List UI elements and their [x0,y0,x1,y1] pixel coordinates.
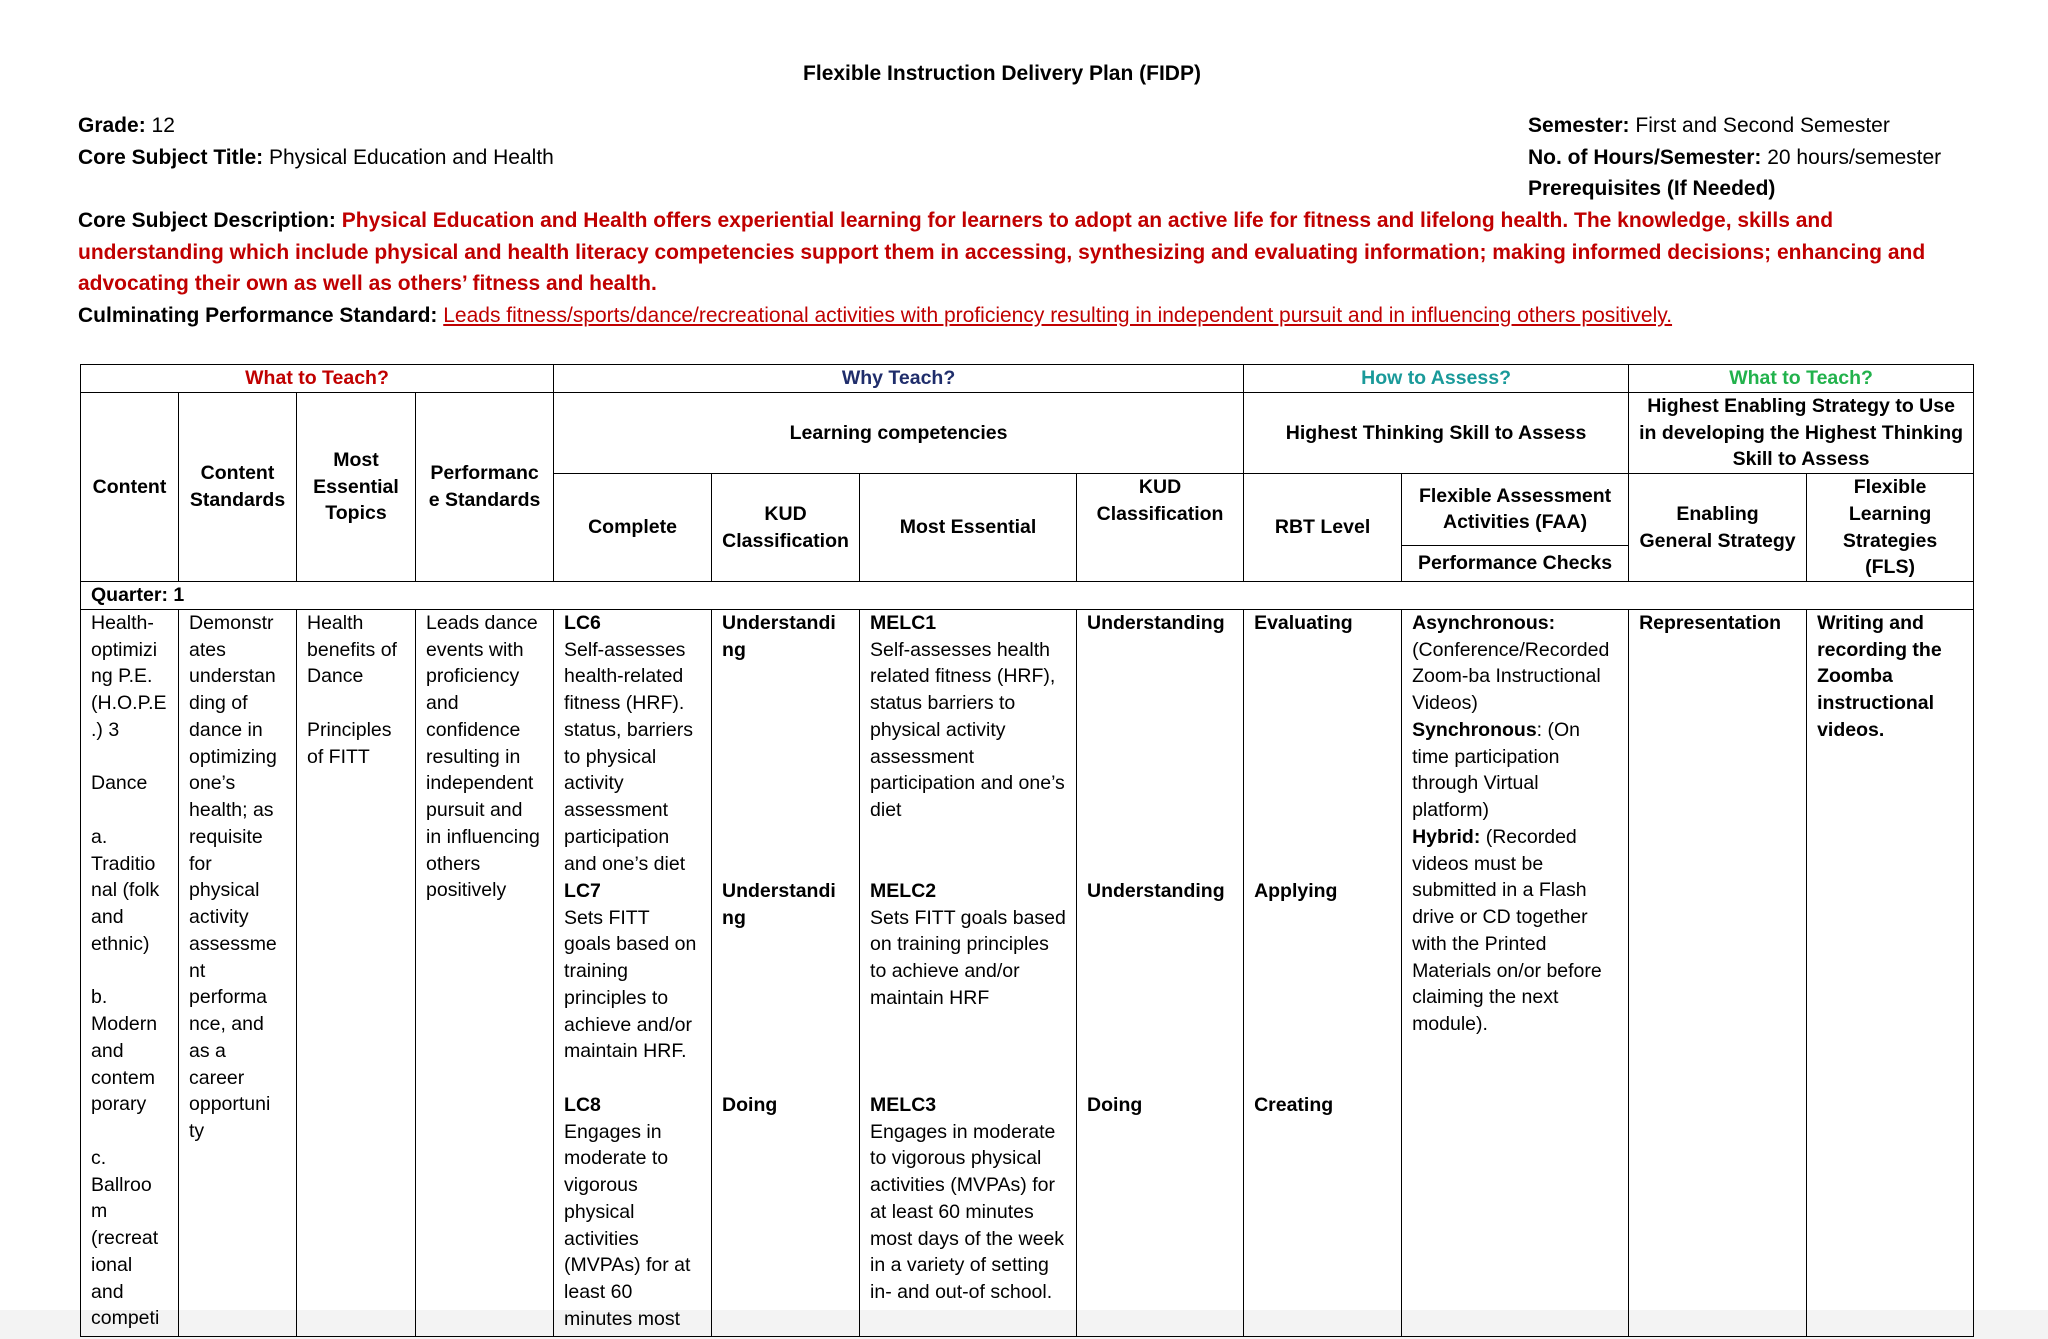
faa-hybrid: Hybrid: (Recorded videos must be submitted in a Flash drive or CD together with the Printed Materials on/or before claiming the next module). [1412,825,1602,1035]
header-performance-checks: Performance Checks [1402,545,1629,581]
content-standards-text: Demonstr ates understan ding of dance in optimizing one’s health; as requisite for physical activity assessme nt performa nce, and as a career opportuni ty [189,611,277,1142]
cell-faa [1402,609,1629,1336]
header-content-standards: Content Standards [179,392,297,581]
melc2-text: Sets FITT goals based on training principles to achieve and/or maintain HRF [870,906,1066,1009]
enabling-strategy-text: Representation [1639,611,1782,634]
melc3-rbt: Creating [1254,1093,1334,1116]
document-title: Flexible Instruction Delivery Plan (FIDP) [803,62,1201,85]
header-most-essential-topics: Most Essential Topics [297,392,416,581]
lc6-kud: Understandi ng [722,611,836,661]
prerequisites-line: Prerequisites (If Needed) [1528,177,1776,200]
header-faa: Flexible Assessment Activities (FAA) [1402,474,1629,546]
group-header-row [81,365,1974,393]
melc1-text: Self-assesses health related fitness (HRF), status barriers to physical activity assessment participation and one’s diet [870,638,1065,821]
header-fls: Flexible Learning Strategies (FLS) [1807,474,1974,582]
quarter-label: Quarter: 1 [81,582,1974,610]
header-complete: Complete [554,474,712,582]
meta-right [1528,110,1941,205]
header-kud-classification: KUD Classification [712,474,860,582]
group-what-to-teach-2: What to Teach? [1629,365,1974,393]
fls-text: Writing and recording the Zoomba instructional videos. [1817,611,1942,741]
cell-topics [297,609,416,1336]
faa-synchronous: Synchronous: (On time participation through Virtual platform) [1412,718,1581,821]
lc7-block [564,878,701,1092]
meta-left [78,110,554,173]
cell-kud-lc [712,609,860,1336]
cell-fls [1807,609,1974,1336]
lc8-code: LC8 [564,1093,601,1116]
melc1-block [870,610,1066,878]
melc3-block [870,1092,1066,1306]
quarter-row [81,582,1974,610]
cell-enabling-strategy [1629,609,1807,1336]
lc7-text: Sets FITT goals based on training principles to achieve and/or maintain HRF. [564,906,697,1063]
header-highest-enabling-strategy: Highest Enabling Strategy to Use in developing the Highest Thinking Skill to Assess [1629,392,1974,473]
header-performance-standards: Performanc e Standards [416,392,554,581]
group-why-teach: Why Teach? [554,365,1244,393]
header-highest-thinking-skill: Highest Thinking Skill to Assess [1244,392,1629,473]
melc2-code: MELC2 [870,879,937,902]
semester-line: Semester: First and Second Semester [1528,114,1890,137]
fidp-table [80,364,1974,1337]
grade-line: Grade: 12 [78,114,175,137]
melc1-kud: Understanding [1087,611,1225,634]
header-content: Content [81,392,179,581]
performance-standards-text: Leads dance events with proficiency and confidence resulting in independent pursuit and in influencing others positively [426,611,540,902]
topics-text: Health benefits of Dance Principles of FITT [307,611,397,768]
core-subject-title-line: Core Subject Title: Physical Education and Health [78,145,554,169]
group-what-to-teach: What to Teach? [81,365,554,393]
header-kud-classification-2: KUD Classification [1077,474,1244,582]
lc8-text: Engages in moderate to vigorous physical activities (MVPAs) for at least 60 minutes most [564,1120,691,1330]
content-text: Health-optimizi ng P.E. (H.O.P.E .) 3 Dance a. Traditio nal (folk and ethnic) b. Modern and contem porary c. Ballroo m (recreat ional and competi [91,611,167,1330]
core-subject-description: Core Subject Description: Physical Education and Health offers experiential learning for learners to adopt an active life for fitness and lifelong health. The knowledge, skills and understanding which include physical and health literacy competencies support them in accessing, synthesizing and evaluating information; making informed decisions; enhancing and advocating their own as well as others’ fitness and health. [78,209,1926,295]
lc8-block [564,1092,701,1333]
lc6-code: LC6 [564,611,601,634]
lc8-kud: Doing [722,1093,778,1116]
description-block [78,205,1978,331]
group-how-to-assess: How to Assess? [1244,365,1629,393]
competency-row [81,609,1974,1336]
lc6-block [564,610,701,878]
melc1-code: MELC1 [870,611,937,634]
header-enabling-general-strategy: Enabling General Strategy [1629,474,1807,582]
header-most-essential: Most Essential [860,474,1077,582]
faa-asynchronous: Asynchronous: (Conference/Recorded Zoom-ba Instructional Videos) [1412,611,1610,714]
cell-content [81,609,179,1336]
lc7-code: LC7 [564,879,601,902]
cell-kud-melc [1077,609,1244,1336]
culminating-standard: Culminating Performance Standard: Leads fitness/sports/dance/recreational activities with proficiency resulting in independent pursuit and in influencing others positively. [78,303,1673,327]
hours-line: No. of Hours/Semester: 20 hours/semester [1528,145,1942,169]
melc3-text: Engages in moderate to vigorous physical activities (MVPAs) for at least 60 minutes most days of the week in a variety of setting in- and out-of school. [870,1120,1065,1303]
melc3-code: MELC3 [870,1093,937,1116]
cell-complete-lc [554,609,712,1336]
cell-performance-standards [416,609,554,1336]
melc3-kud: Doing [1087,1093,1143,1116]
header-learning-competencies: Learning competencies [554,392,1244,473]
header-row-1 [81,392,1974,473]
cell-content-standards [179,609,297,1336]
lc7-kud: Understandi ng [722,879,836,929]
melc2-block [870,878,1066,1092]
melc1-rbt: Evaluating [1254,611,1353,634]
cell-rbt-level [1244,609,1402,1336]
lc6-text: Self-assesses health-related fitness (HRF). status, barriers to physical activity assessment participation and one’s diet [564,638,693,875]
melc2-rbt: Applying [1254,879,1338,902]
cell-most-essential [860,609,1077,1336]
header-rbt-level: RBT Level [1244,474,1402,582]
melc2-kud: Understanding [1087,879,1225,902]
